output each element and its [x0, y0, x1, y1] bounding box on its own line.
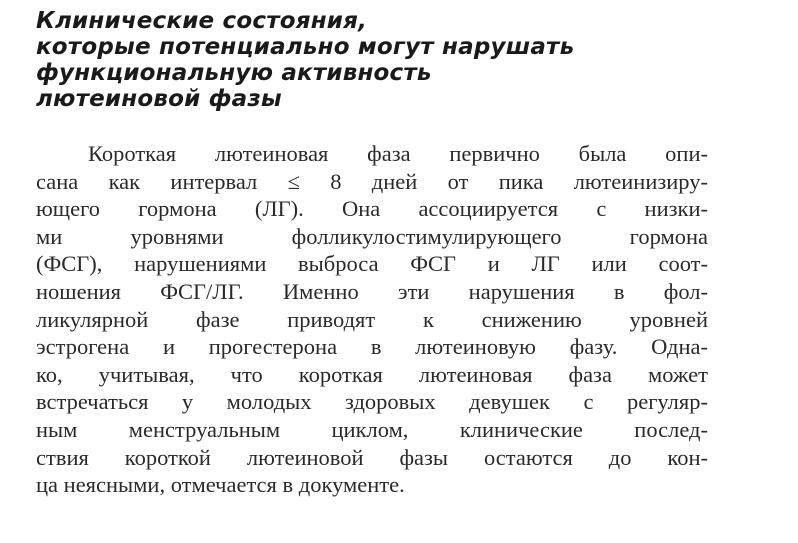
heading-line: функциональную активность — [36, 60, 432, 86]
paragraph-line: ми уровнями фолликулостимулирующего гормона — [36, 223, 708, 249]
paragraph-line: ликулярной фазе приводят к снижению уровней — [36, 306, 708, 332]
paragraph-line: ко, учитывая, что короткая лютеиновая фаза может — [36, 361, 708, 387]
paragraph-line: ношения ФСГ/ЛГ. Именно эти нарушения в фол- — [36, 278, 708, 304]
paragraph-line: эстрогена и прогестерона в лютеиновую фазу. Однa- — [36, 334, 708, 360]
paragraph-line: ца неясными, отмечается в документе. — [36, 472, 405, 498]
heading-line: которые потенциально могут нарушать — [36, 34, 575, 60]
paragraph-line: встречаться у молодых здоровых девушек с регуляр- — [36, 389, 708, 415]
paragraph-line: ствия короткой лютеиновой фазы остаются до кон- — [36, 444, 708, 470]
paragraph-line: (ФСГ), нарушениями выброса ФСГ и ЛГ или соот- — [36, 251, 708, 277]
heading-line: лютеиновой фазы — [36, 86, 282, 112]
body-paragraph — [36, 140, 708, 499]
section-heading — [36, 8, 574, 112]
paragraph-line: Короткая лютеиновая фаза первично была опи- — [88, 141, 708, 166]
paragraph-line: ным менструальным циклом, клинические послед- — [36, 416, 708, 442]
paragraph-line: ющего гормона (ЛГ). Она ассоциируется с низки- — [36, 196, 708, 222]
heading-line: Клинические состояния, — [36, 8, 368, 34]
paragraph-line: сана как интервал ≤ 8 дней от пика лютеинизиру- — [36, 168, 708, 194]
